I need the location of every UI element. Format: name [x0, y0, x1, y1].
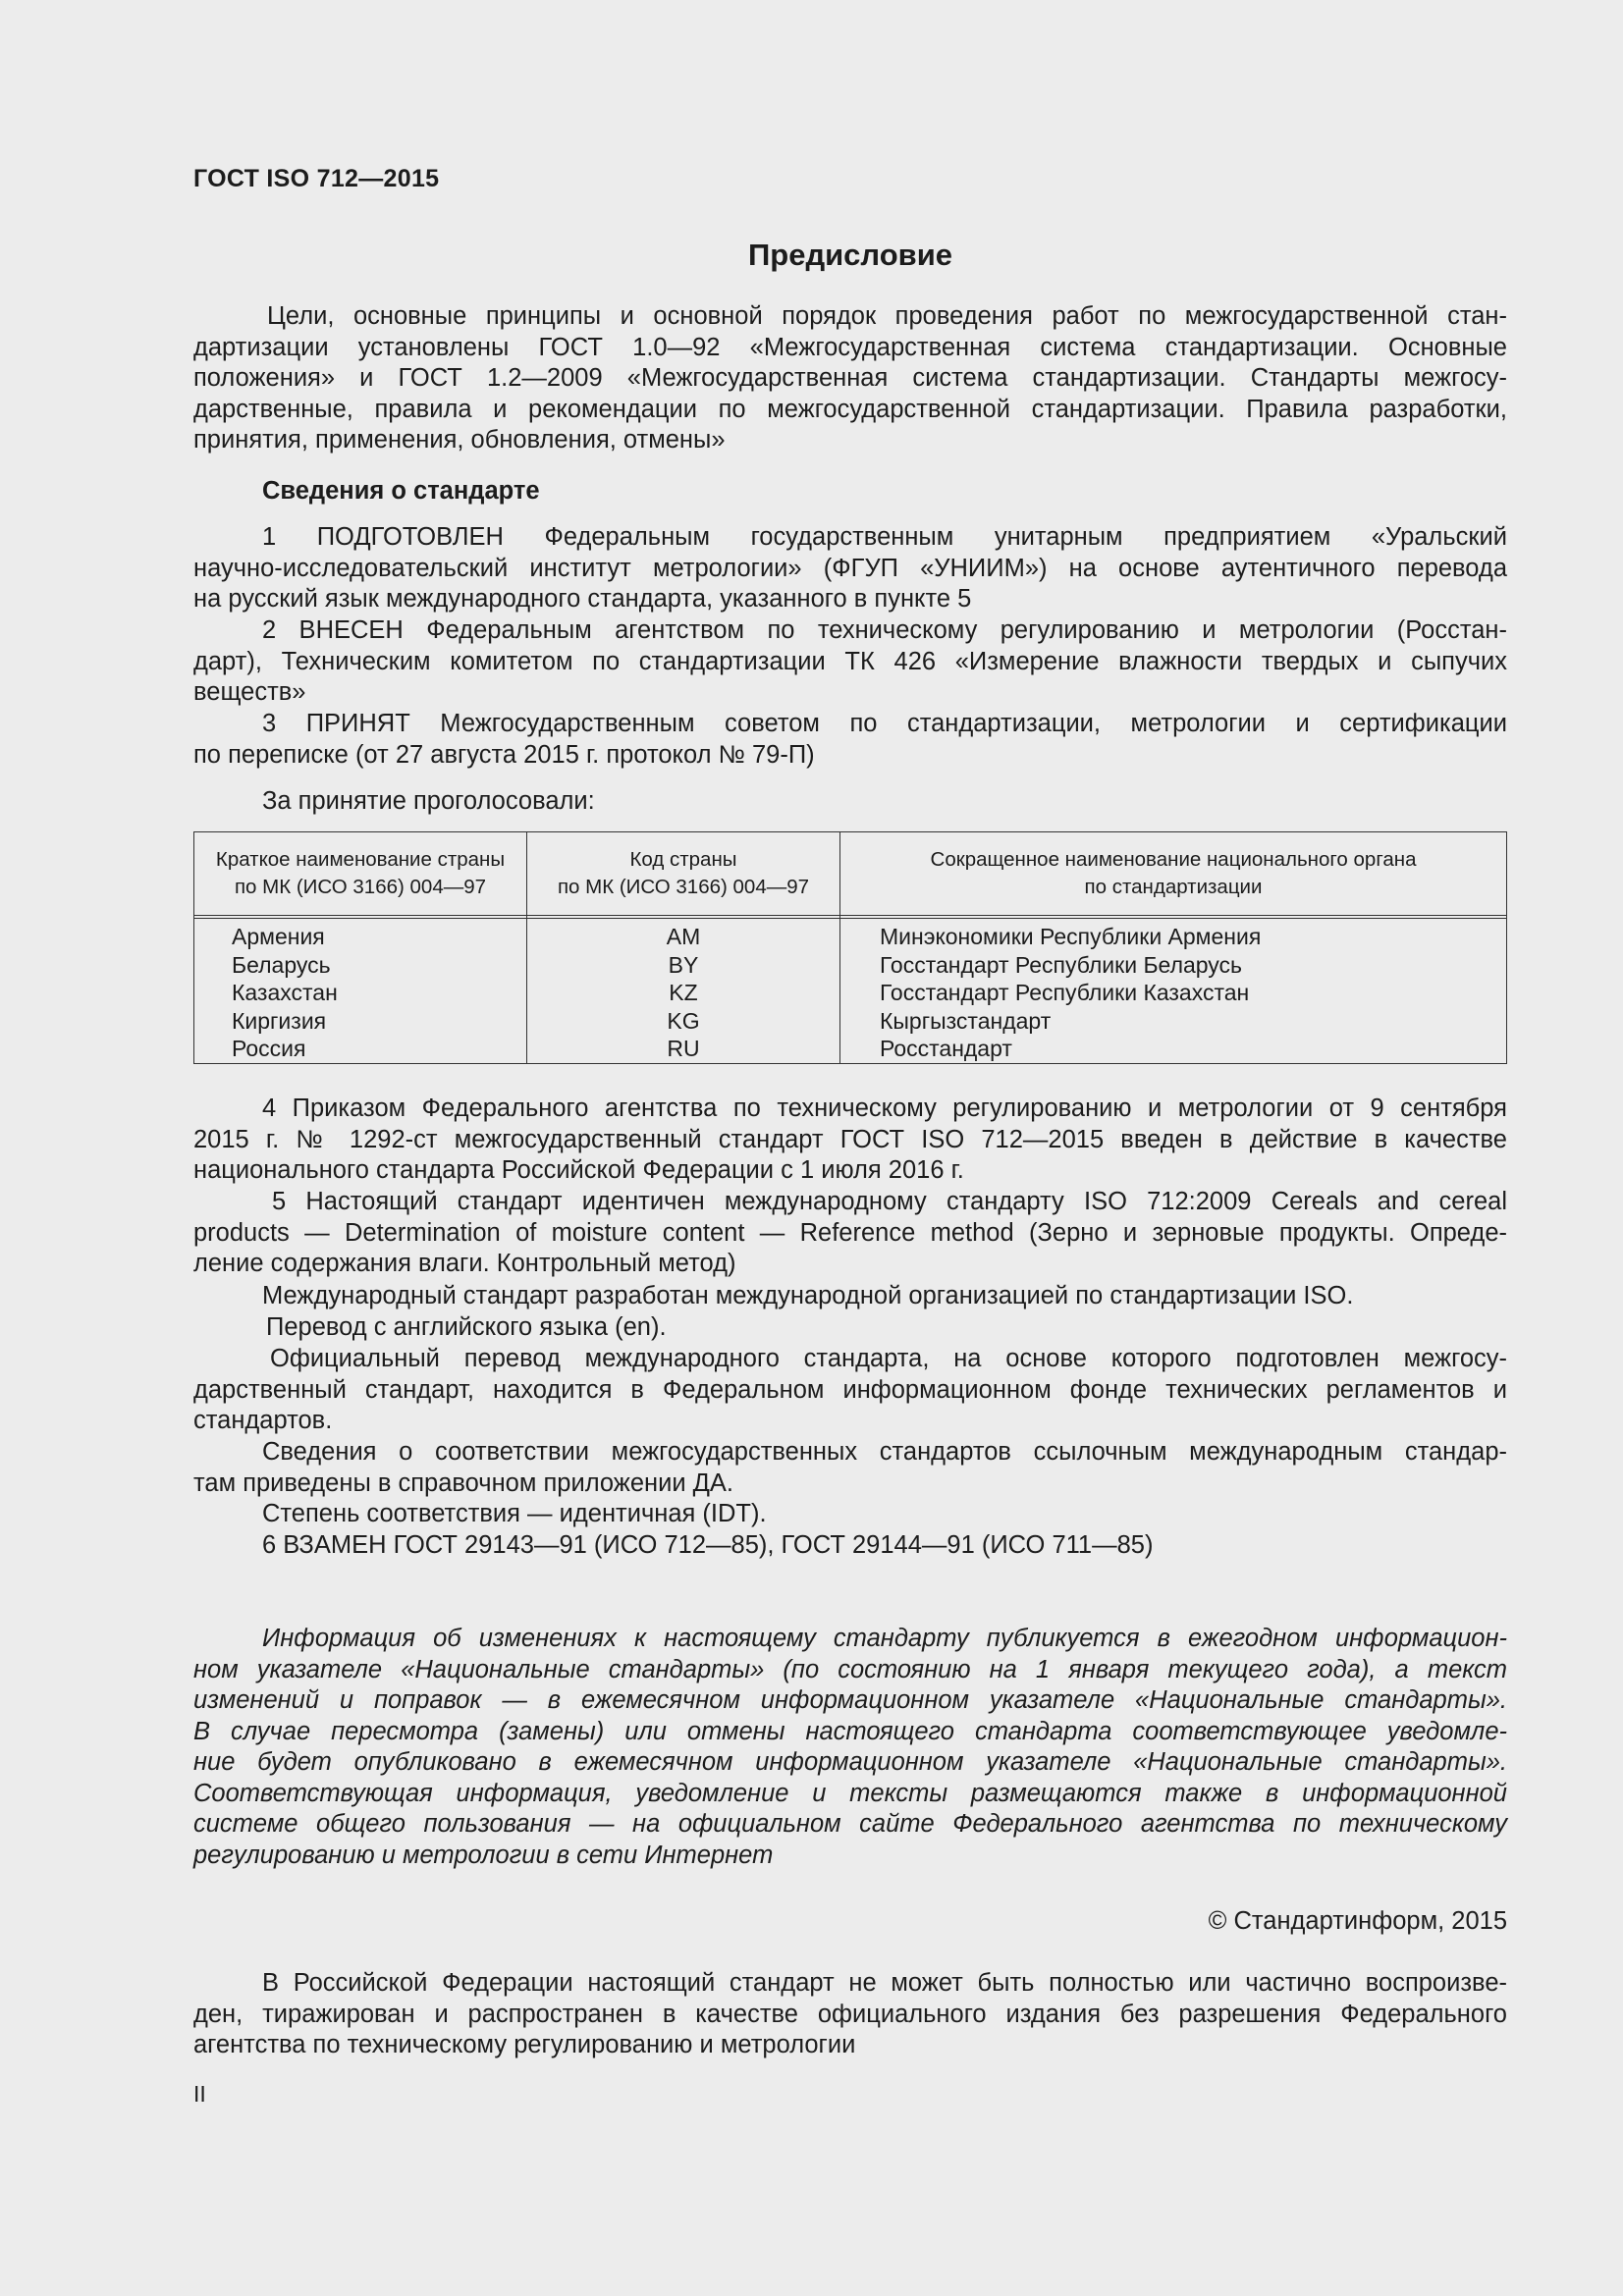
text-line: системе общего пользования — на официальном сайте Федерального агентства по техническому — [193, 1810, 1507, 1838]
text-line: по переписке (от 27 августа 2015 г. протокол № 79-П) — [193, 740, 815, 769]
standards-body: Кыргызстандарт — [880, 1007, 1052, 1034]
item-3 — [193, 709, 1507, 771]
text-line: ден, тиражирован и распространен в качестве официального издания без разрешения Федерального — [193, 2000, 1507, 2028]
country-code: KG — [667, 1007, 700, 1034]
text-line: дартизации установлены ГОСТ 1.0—92 «Межгосударственная система стандартизации. Основные — [193, 333, 1507, 361]
text-line: агентства по техническому регулированию и метрологии — [193, 2031, 856, 2058]
text-line: дарственные, правила и рекомендации по межгосударственной стандартизации. Правила разработки, — [193, 395, 1507, 423]
text-line: Официальный перевод международного стандарта, на основе которого подготовлен межгосу- — [270, 1345, 1507, 1372]
item-4 — [193, 1094, 1507, 1187]
page-number: II — [193, 2081, 206, 2107]
text-line: Информация об изменениях к настоящему стандарту публикуется в ежегодном информацион- — [262, 1625, 1507, 1652]
country-code: KZ — [669, 980, 698, 1005]
table-row — [194, 979, 1506, 1007]
text-line: веществ» — [193, 678, 306, 706]
table-row — [194, 923, 1506, 951]
text-line: Цели, основные принципы и основной порядок проведения работ по межгосударственной стан- — [267, 302, 1507, 330]
text-line: ном указателе «Национальные стандарты» (по состоянию на 1 января текущего года), а текст — [193, 1655, 1507, 1683]
text-line: научно-исследовательский институт метрологии» (ФГУП «УНИИМ») на основе аутентичного перевода — [193, 554, 1507, 582]
country-name: Беларусь — [232, 951, 331, 978]
table-row — [194, 1007, 1506, 1036]
table-row — [194, 951, 1506, 980]
rights-notice — [193, 1968, 1507, 2061]
item-5 — [193, 1187, 1507, 1280]
text-line: положения» и ГОСТ 1.2—2009 «Межгосударственная система стандартизации. Стандарты межгосу- — [193, 364, 1507, 392]
country-name: Казахстан — [232, 980, 338, 1005]
text-line: дарт), Техническим комитетом по стандартизации ТК 426 «Измерение влажности твердых и сыпучих — [193, 647, 1507, 675]
country-name: Армения — [232, 924, 325, 949]
country-code: RU — [667, 1036, 700, 1061]
text-line: дарственный стандарт, находится в Федеральном информационном фонде технических регламентов и — [193, 1375, 1507, 1404]
standards-body: Госстандарт Республики Беларусь — [880, 951, 1243, 978]
item-6: 6 ВЗАМЕН ГОСТ 29143—91 (ИСО 712—85), ГОСТ 29144—91 (ИСО 711—85) — [262, 1531, 1154, 1559]
text-line: 4 Приказом Федерального агентства по техническому регулированию и метрологии от 9 сентября — [262, 1095, 1507, 1122]
country-name: Киргизия — [232, 1007, 327, 1034]
document-header: ГОСТ ISO 712—2015 — [193, 165, 440, 192]
text-line: стандартов. — [193, 1407, 333, 1434]
table-body — [194, 923, 1506, 1063]
voted-label: За принятие проголосовали: — [262, 787, 595, 815]
text-line: на русский язык международного стандарта, указанного в пункте 5 — [193, 585, 972, 613]
copyright: © Стандартинформ, 2015 — [1208, 1907, 1507, 1935]
text-line: 3 ПРИНЯТ Межгосударственным советом по стандартизации, метрологии и сертификации — [262, 710, 1507, 737]
table-header-cell: Сокращенное наименование национального органа по стандартизации — [930, 848, 1417, 898]
text-line: ление содержания влаги. Контрольный метод) — [193, 1250, 736, 1277]
standards-body: Минэкономики Республики Армения — [880, 924, 1262, 949]
item-1 — [193, 522, 1507, 615]
intl-developed: Международный стандарт разработан международной организацией по стандартизации ISO. — [262, 1282, 1354, 1309]
text-line: В Российской Федерации настоящий стандарт не может быть полностью или частично воспроизве- — [262, 1969, 1507, 1997]
section-heading: Сведения о стандарте — [262, 477, 540, 505]
item-2 — [193, 615, 1507, 709]
text-line: регулированию и метрологии в сети Интернет — [193, 1841, 774, 1869]
text-line: Соответствующая информация, уведомление и тексты размещаются также в информационной — [193, 1779, 1507, 1807]
standards-body: Росстандарт — [880, 1036, 1012, 1061]
standards-body: Госстандарт Республики Казахстан — [880, 980, 1250, 1005]
country-name: Россия — [232, 1036, 306, 1061]
table-row — [194, 1035, 1506, 1063]
text-line: принятия, применения, обновления, отмены» — [193, 426, 726, 454]
text-line: национального стандарта Российской Федерации с 1 июля 2016 г. — [193, 1156, 964, 1184]
text-line: 2 ВНЕСЕН Федеральным агентством по техническому регулированию и метрологии (Росстан- — [262, 616, 1507, 644]
translation-note: Перевод с английского языка (en). — [266, 1313, 667, 1341]
intro-paragraph — [193, 301, 1507, 456]
page-title: Предисловие — [747, 238, 952, 272]
text-line: 5 Настоящий стандарт идентичен международному стандарту ISO 712:2009 Cereals and cereal — [272, 1188, 1507, 1215]
table-header-cell: Краткое наименование страны по МК (ИСО 3166) 004—97 — [215, 848, 506, 898]
table-header-row — [194, 832, 1506, 919]
text-line: В случае пересмотра (замены) или отмены настоящего стандарта соответствующее уведомле- — [193, 1717, 1507, 1745]
correspondence-note — [193, 1437, 1507, 1499]
text-line: 2015 г. № 1292-ст межгосударственный стандарт ГОСТ ISO 712—2015 введен в действие в качестве — [193, 1125, 1507, 1153]
country-code: BY — [668, 951, 699, 978]
official-translation — [193, 1344, 1507, 1437]
changes-info — [193, 1624, 1507, 1871]
degree-note: Степень соответствия — идентичная (IDT). — [262, 1500, 767, 1527]
text-line: 1 ПОДГОТОВЛЕН Федеральным государственным унитарным предприятием «Уральский — [262, 523, 1507, 551]
text-line: products — Determination of moisture content — Reference method (Зерно и зерновые продукты. Опреде- — [193, 1218, 1507, 1247]
table-header-cell: Код страны по МК (ИСО 3166) 004—97 — [557, 848, 810, 898]
country-code: AM — [666, 924, 701, 949]
text-line: Сведения о соответствии межгосударственных стандартов ссылочным международным стандар- — [262, 1438, 1507, 1466]
text-line: там приведены в справочном приложении ДА. — [193, 1468, 734, 1497]
text-line: ние будет опубликовано в ежемесячном информационном указателе «Национальные стандарты». — [193, 1748, 1507, 1776]
voters-table — [193, 831, 1507, 1064]
text-line: изменений и поправок — в ежемесячном информационном указателе «Национальные стандарты». — [193, 1686, 1507, 1714]
